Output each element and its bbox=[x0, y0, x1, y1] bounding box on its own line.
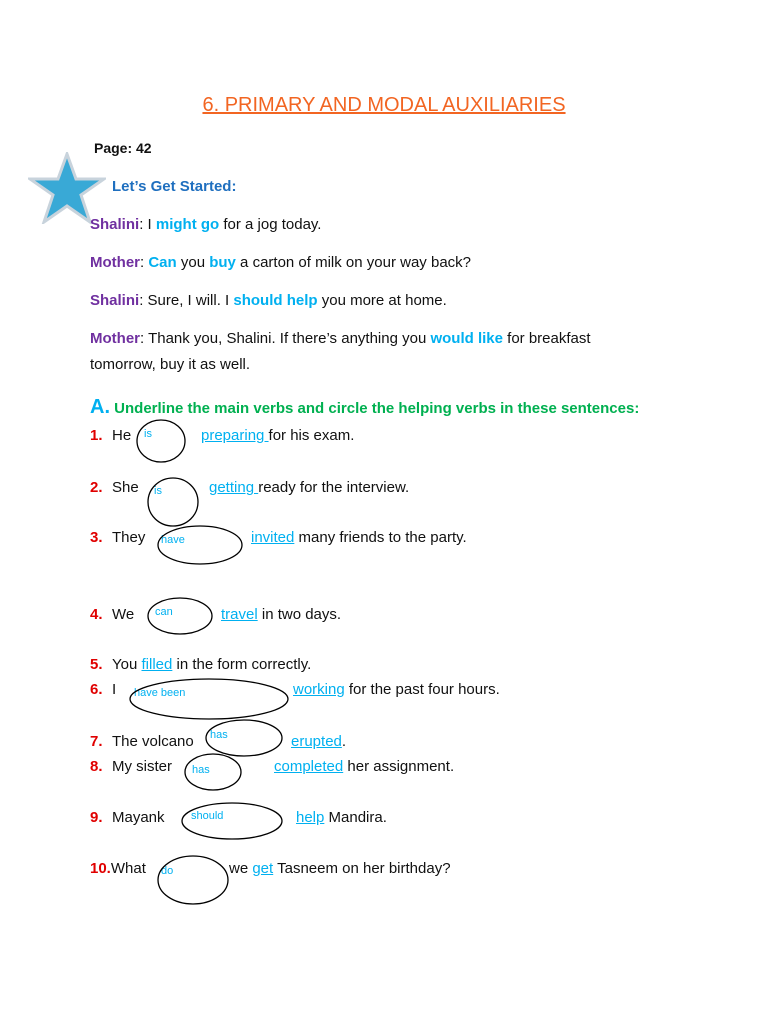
main-verb: getting bbox=[209, 479, 259, 496]
text: I bbox=[112, 681, 117, 698]
main-verb: help bbox=[296, 809, 325, 826]
auxiliary: Can bbox=[148, 254, 177, 271]
helping-verb: do bbox=[161, 865, 174, 877]
instruction-text: Underline the main verbs and circle the helping verbs in these sentences: bbox=[110, 400, 640, 417]
text: You bbox=[112, 656, 142, 673]
main-verb: preparing bbox=[201, 427, 269, 444]
text: you bbox=[176, 254, 210, 271]
text: Mandira. bbox=[324, 809, 387, 826]
exercise-instruction bbox=[90, 396, 639, 419]
dialogue-line-4 bbox=[90, 326, 591, 352]
list-item-rest bbox=[291, 733, 346, 750]
list-item bbox=[90, 860, 146, 877]
item-number: 1. bbox=[90, 427, 103, 444]
text: you more at home. bbox=[317, 292, 447, 309]
main-verb: working bbox=[293, 681, 345, 698]
main-verb: invited bbox=[251, 529, 295, 546]
text: in the form correctly. bbox=[172, 656, 312, 673]
list-item bbox=[90, 733, 194, 750]
text: We bbox=[112, 606, 135, 623]
list-item-rest bbox=[251, 529, 467, 546]
list-item-rest bbox=[296, 809, 387, 826]
item-number: 3. bbox=[90, 529, 103, 546]
helping-verb: has bbox=[192, 764, 210, 776]
auxiliary: should help bbox=[233, 292, 318, 309]
list-item bbox=[90, 606, 134, 623]
text: . bbox=[341, 733, 347, 750]
list-item bbox=[90, 427, 131, 444]
item-number: 7. bbox=[90, 733, 103, 750]
list-item bbox=[90, 656, 311, 673]
item-number: 8. bbox=[90, 758, 103, 775]
text: for a jog today. bbox=[219, 216, 322, 233]
dialogue-line-3 bbox=[90, 288, 447, 314]
item-number: 6. bbox=[90, 681, 103, 698]
speaker: Shalini bbox=[90, 292, 140, 309]
text: : I bbox=[139, 216, 156, 233]
speaker: Mother bbox=[90, 330, 140, 347]
helping-verb: has bbox=[210, 729, 228, 741]
item-number: 10. bbox=[90, 860, 111, 877]
circle-mark bbox=[137, 420, 185, 462]
auxiliary: would like bbox=[430, 330, 503, 347]
text: Mayank bbox=[112, 809, 165, 826]
circle-mark bbox=[158, 856, 228, 904]
text: She bbox=[112, 479, 139, 496]
helping-verb: should bbox=[191, 810, 224, 822]
list-item bbox=[90, 681, 116, 698]
section-heading: Let’s Get Started: bbox=[112, 178, 237, 195]
text: her assignment. bbox=[343, 758, 455, 775]
list-item bbox=[90, 479, 139, 496]
list-item-rest bbox=[209, 479, 409, 496]
list-item-rest bbox=[221, 606, 341, 623]
text: : Thank you, Shalini. If there’s anything you bbox=[140, 330, 431, 347]
text: : bbox=[140, 254, 149, 271]
helping-verb: have bbox=[161, 534, 185, 546]
text: for his exam. bbox=[268, 427, 355, 444]
auxiliary: buy bbox=[209, 254, 236, 271]
main-verb: get bbox=[252, 860, 274, 877]
text: for the past four hours. bbox=[344, 681, 500, 698]
text: They bbox=[112, 529, 146, 546]
main-verb: travel bbox=[221, 606, 258, 623]
text: we bbox=[229, 860, 253, 877]
text: My sister bbox=[112, 758, 172, 775]
dialogue-line-2 bbox=[90, 250, 471, 276]
list-item bbox=[90, 529, 145, 546]
text: The volcano bbox=[112, 733, 194, 750]
list-item bbox=[90, 809, 165, 826]
list-item-rest bbox=[201, 427, 354, 444]
helping-verb: can bbox=[155, 606, 173, 618]
text: a carton of milk on your way back? bbox=[235, 254, 471, 271]
helping-verb: have been bbox=[134, 687, 186, 699]
text: Tasneem on her birthday? bbox=[273, 860, 451, 877]
circle-mark bbox=[130, 679, 288, 719]
dialogue-line-4-cont: tomorrow, buy it as well. bbox=[90, 356, 251, 373]
speaker: Mother bbox=[90, 254, 140, 271]
text: What bbox=[110, 860, 146, 877]
main-verb: completed bbox=[274, 758, 344, 775]
list-item-rest bbox=[229, 860, 451, 877]
item-number: 9. bbox=[90, 809, 103, 826]
item-number: 5. bbox=[90, 656, 103, 673]
main-verb: erupted bbox=[291, 733, 342, 750]
page-title: 6. PRIMARY AND MODAL AUXILIARIES bbox=[202, 94, 566, 116]
list-item-rest bbox=[293, 681, 500, 698]
auxiliary: might go bbox=[155, 216, 220, 233]
list-item bbox=[90, 758, 172, 775]
page-number: Page: 42 bbox=[94, 140, 152, 156]
helping-verb: is bbox=[154, 485, 162, 497]
item-number: 2. bbox=[90, 479, 103, 496]
text: many friends to the party. bbox=[294, 529, 467, 546]
dialogue-line-1 bbox=[90, 212, 321, 238]
item-number: 4. bbox=[90, 606, 103, 623]
exercise-letter: A. bbox=[90, 396, 110, 418]
main-verb: filled bbox=[141, 656, 173, 673]
text: for breakfast bbox=[502, 330, 591, 347]
speaker: Shalini bbox=[90, 216, 140, 233]
helping-verb: is bbox=[144, 428, 152, 440]
list-item-rest bbox=[274, 758, 454, 775]
text: ready for the interview. bbox=[258, 479, 410, 496]
text: in two days. bbox=[257, 606, 342, 623]
text: : Sure, I will. I bbox=[139, 292, 234, 309]
text: He bbox=[112, 427, 132, 444]
